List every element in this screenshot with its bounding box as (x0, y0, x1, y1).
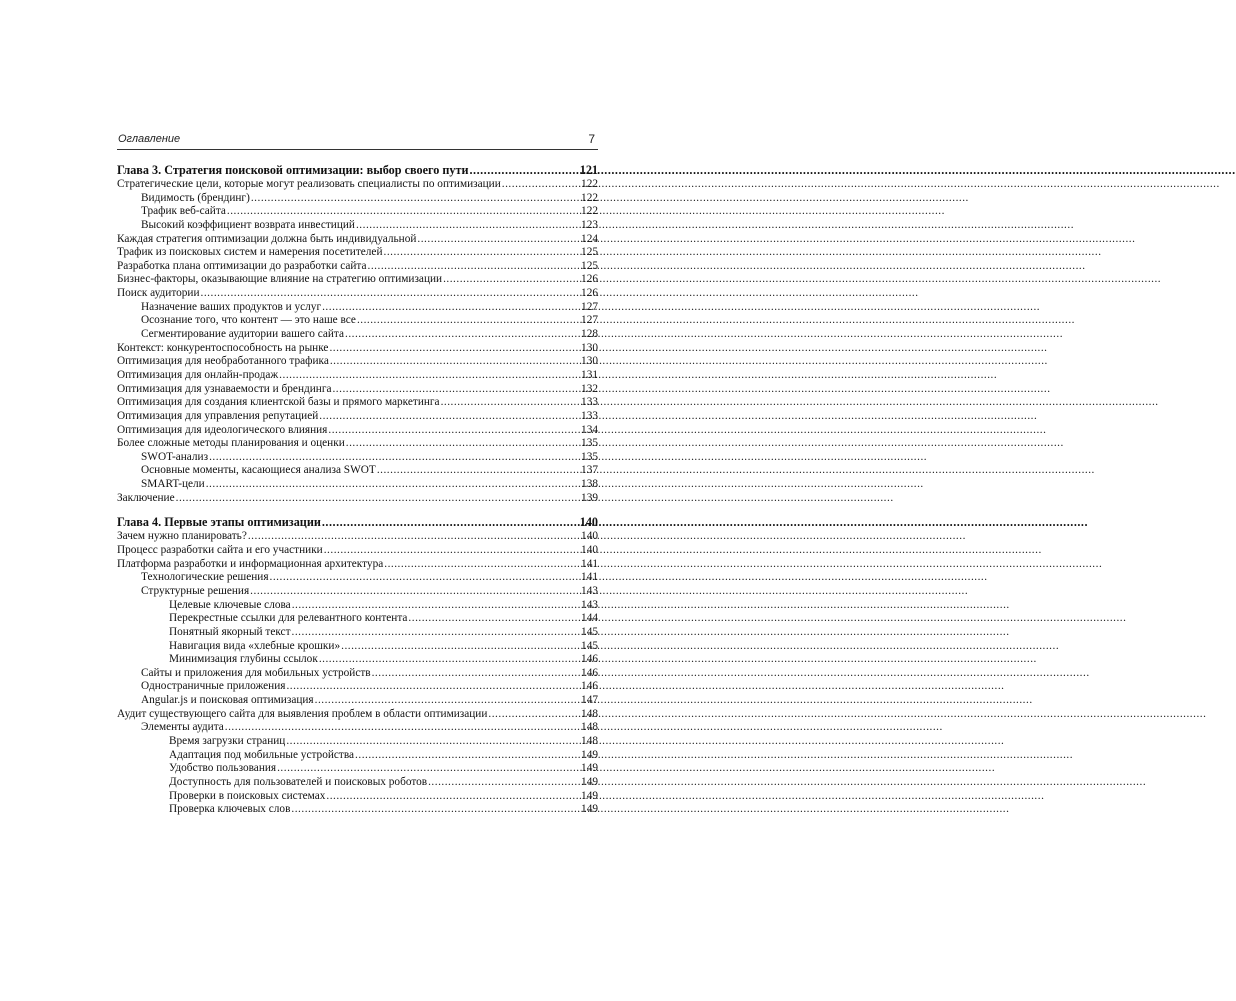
chapter-section (117, 162, 598, 505)
toc-entry[interactable] (117, 478, 598, 492)
toc-entry[interactable] (117, 342, 598, 356)
toc-entry[interactable] (117, 355, 598, 369)
toc-entry-page: 149 (581, 762, 598, 775)
toc-entry-page: 130 (581, 341, 598, 354)
toc-entry-title: Заключение (117, 491, 175, 504)
dot-leader (209, 451, 580, 465)
toc-entry-title: Поиск аудитории (117, 287, 200, 300)
dot-leader (355, 749, 580, 763)
toc-entry[interactable] (117, 749, 598, 763)
toc-entry-page: 149 (581, 748, 598, 761)
dot-leader (332, 383, 580, 397)
toc-entry[interactable] (117, 301, 598, 315)
dot-leader (502, 178, 580, 192)
toc-entry[interactable] (117, 680, 598, 694)
dot-leader (319, 653, 580, 667)
toc-entry[interactable] (117, 424, 598, 438)
dot-leader (251, 192, 580, 206)
toc-entry-title: Доступность для пользователей и поисковых роботов (169, 775, 428, 788)
toc-entry-title: Адаптация под мобильные устройства (169, 748, 355, 761)
toc-entry-page: 140 (579, 515, 598, 530)
toc-entry-title: Оптимизация для создания клиентской базы и прямого маркетинга (117, 396, 440, 409)
toc-entry[interactable] (117, 260, 598, 274)
toc-entry[interactable] (117, 314, 598, 328)
toc-entry-title: Разработка плана оптимизации до разработки сайта (117, 259, 367, 272)
toc-entry[interactable] (117, 328, 598, 342)
dot-leader (227, 205, 580, 219)
dot-leader (356, 219, 580, 233)
toc-entry-title: Видимость (брендинг) (141, 191, 250, 204)
toc-entry-page: 149 (581, 775, 598, 788)
dot-leader (225, 721, 580, 735)
toc-entry[interactable] (117, 653, 598, 667)
toc-entry-title: Элементы аудита (141, 721, 224, 734)
toc-entry-title: Удобство пользования (169, 762, 277, 775)
dot-leader (345, 328, 580, 342)
toc-entry-page: 127 (581, 300, 598, 313)
toc-entry-title: Процесс разработки сайта и его участники (117, 544, 323, 557)
dot-leader (322, 301, 580, 315)
toc-entry-title: Оптимизация для идеологического влияния (117, 423, 328, 436)
dot-leader (346, 437, 580, 451)
running-header (118, 131, 597, 149)
toc-entry-title: Проверка ключевых слов (169, 803, 291, 816)
chapter-heading[interactable] (117, 162, 598, 178)
dot-leader (279, 369, 580, 383)
toc-entry[interactable] (117, 410, 598, 424)
dot-leader (270, 571, 581, 585)
toc-entry-title: Каждая стратегия оптимизации должна быть индивидуальной (117, 232, 417, 245)
dot-leader (201, 287, 581, 301)
toc-entry[interactable] (117, 735, 598, 749)
toc-entry-title: Глава 3. Стратегия поисковой оптимизации: выбор своего пути (117, 163, 469, 177)
toc-entry-title: Структурные решения (141, 584, 250, 597)
toc-entry[interactable] (117, 776, 598, 790)
toc-entry-page: 135 (581, 450, 598, 463)
toc-entry-title: Более сложные методы планирования и оценки (117, 437, 345, 450)
toc-entry-page: 127 (581, 314, 598, 327)
table-of-contents (117, 162, 598, 817)
toc-entry-page: 149 (581, 803, 598, 816)
toc-entry[interactable] (117, 612, 598, 626)
toc-entry-page: 141 (581, 557, 598, 570)
dot-leader (176, 492, 580, 506)
dot-leader (286, 680, 580, 694)
chapter-section (117, 514, 598, 816)
dot-leader (368, 260, 581, 274)
toc-entry-page: 126 (581, 273, 598, 286)
toc-entry-page: 128 (581, 328, 598, 341)
dot-leader (319, 410, 580, 424)
toc-entry[interactable] (117, 233, 598, 247)
toc-entry-title: Глава 4. Первые этапы оптимизации (117, 515, 321, 530)
toc-entry-page: 143 (581, 598, 598, 611)
toc-entry-page: 148 (581, 721, 598, 734)
toc-entry-title: Оптимизация для необработанного трафика (117, 355, 329, 368)
toc-entry[interactable] (117, 219, 598, 233)
toc-entry-page: 145 (581, 625, 598, 638)
dot-leader (443, 273, 580, 287)
toc-entry-page: 130 (581, 355, 598, 368)
toc-entry-page: 137 (581, 464, 598, 477)
toc-entry[interactable] (117, 178, 598, 192)
dot-leader (377, 464, 580, 478)
toc-entry-page: 126 (581, 287, 598, 300)
toc-entry[interactable] (117, 287, 598, 301)
toc-entry[interactable] (117, 396, 598, 410)
dot-leader (286, 735, 580, 749)
dot-leader (408, 612, 580, 626)
toc-entry-title: Одностраничные приложения (141, 680, 286, 693)
toc-entry[interactable] (117, 437, 598, 451)
toc-entry[interactable] (117, 451, 598, 465)
toc-entry-title: Зачем нужно планировать? (117, 530, 247, 543)
toc-entry[interactable] (117, 369, 598, 383)
dot-leader (206, 478, 580, 492)
toc-entry-title: Проверки в поисковых системах (169, 789, 326, 802)
dot-leader (341, 640, 580, 654)
toc-entry-title: Аудит существующего сайта для выявления проблем в области оптимизации (117, 707, 488, 720)
toc-entry-title: Целевые ключевые слова (169, 598, 291, 611)
toc-entry-page: 135 (581, 437, 598, 450)
toc-entry-title: Angular.js и поисковая оптимизация (141, 694, 314, 707)
toc-entry-title: Технологические решения (141, 571, 269, 584)
toc-entry[interactable] (117, 383, 598, 397)
dot-leader (291, 803, 580, 817)
toc-entry-page: 139 (581, 491, 598, 504)
dot-leader (277, 762, 580, 776)
dot-leader (324, 544, 580, 558)
toc-entry[interactable] (117, 721, 598, 735)
chapter-heading[interactable] (117, 514, 598, 530)
toc-entry-title: SMART-цели (141, 478, 205, 491)
header-page-number: 7 (588, 132, 595, 146)
dot-leader (248, 530, 580, 544)
dot-leader (384, 246, 581, 260)
toc-entry[interactable] (117, 667, 598, 681)
dot-leader (330, 355, 580, 369)
toc-entry-title: Понятный якорный текст (169, 625, 291, 638)
dot-leader (292, 626, 581, 640)
dot-leader (357, 314, 580, 328)
toc-entry-title: Трафик из поисковых систем и намерения посетителей (117, 246, 383, 259)
dot-leader (428, 776, 580, 790)
toc-entry[interactable] (117, 530, 598, 544)
toc-entry-title: Оптимизация для управления репутацией (117, 409, 319, 422)
toc-entry-page: 141 (581, 571, 598, 584)
toc-entry-page: 143 (581, 584, 598, 597)
toc-entry-page: 140 (581, 530, 598, 543)
dot-leader (329, 342, 580, 356)
toc-entry-title: Назначение ваших продуктов и услуг (141, 300, 322, 313)
toc-entry-page: 149 (581, 789, 598, 802)
toc-entry-page: 138 (581, 478, 598, 491)
toc-entry-page: 123 (581, 218, 598, 231)
toc-entry[interactable] (117, 803, 598, 817)
toc-entry-title: Сегментирование аудитории вашего сайта (141, 328, 344, 341)
toc-entry[interactable] (117, 790, 598, 804)
toc-entry[interactable] (117, 558, 598, 572)
toc-entry-title: Осознание того, что контент — это наше все (141, 314, 356, 327)
dot-leader (328, 424, 580, 438)
dot-leader (315, 694, 580, 708)
toc-entry-page: 133 (581, 396, 598, 409)
toc-entry[interactable] (117, 626, 598, 640)
dot-leader (250, 585, 580, 599)
dot-leader (441, 396, 580, 410)
toc-entry-title: Основные моменты, касающиеся анализа SWOT (141, 464, 376, 477)
toc-entry-page: 125 (581, 246, 598, 259)
dot-leader (372, 667, 580, 681)
toc-entry[interactable] (117, 464, 598, 478)
toc-entry[interactable] (117, 492, 598, 506)
toc-entry-page: 121 (579, 163, 598, 177)
toc-entry-page: 122 (581, 178, 598, 190)
toc-entry[interactable] (117, 246, 598, 260)
toc-entry-page: 132 (581, 382, 598, 395)
toc-entry-title: Контекст: конкурентоспособность на рынке (117, 341, 329, 354)
toc-entry-page: 140 (581, 544, 598, 557)
toc-entry-title: Минимизация глубины ссылок (169, 653, 318, 666)
dot-leader (469, 162, 578, 178)
toc-entry[interactable] (117, 599, 598, 613)
toc-entry-title: Высокий коэффициент возврата инвестиций (141, 218, 355, 231)
dot-leader (417, 233, 580, 247)
toc-entry-page: 146 (581, 666, 598, 679)
toc-entry-title: Оптимизация для онлайн-продаж (117, 368, 279, 381)
toc-entry-page: 144 (581, 612, 598, 625)
toc-entry-page: 134 (581, 423, 598, 436)
toc-entry-page: 122 (581, 191, 598, 204)
toc-entry[interactable] (117, 585, 598, 599)
toc-entry-title: Время загрузки страниц (169, 734, 286, 747)
dot-leader (326, 790, 580, 804)
toc-entry-title: Платформа разработки и информационная архитектура (117, 557, 384, 570)
toc-entry-page: 122 (581, 205, 598, 218)
toc-entry[interactable] (117, 640, 598, 654)
toc-entry[interactable] (117, 571, 598, 585)
toc-entry-title: Перекрестные ссылки для релевантного контента (169, 612, 408, 625)
dot-leader (384, 558, 580, 572)
toc-entry-title: Оптимизация для узнаваемости и брендинга (117, 382, 332, 395)
toc-entry-page: 147 (581, 694, 598, 707)
toc-entry[interactable] (117, 205, 598, 219)
dot-leader (488, 708, 580, 722)
toc-entry-page: 146 (581, 680, 598, 693)
toc-entry-page: 133 (581, 409, 598, 422)
toc-entry-title: Сайты и приложения для мобильных устройств (141, 666, 371, 679)
toc-entry-page: 148 (581, 707, 598, 720)
toc-entry-title: Навигация вида «хлебные крошки» (169, 639, 341, 652)
toc-entry-title: SWOT-анализ (141, 450, 209, 463)
dot-leader (322, 514, 579, 530)
toc-entry[interactable] (117, 708, 598, 722)
toc-entry-page: 124 (581, 232, 598, 245)
header-section-title: Оглавление (118, 133, 181, 145)
toc-entry-page: 148 (581, 734, 598, 747)
dot-leader (292, 599, 580, 613)
toc-entry-title: Стратегические цели, которые могут реализовать специалисты по оптимизации (117, 178, 501, 190)
header-rule (117, 149, 598, 150)
toc-entry[interactable] (117, 192, 598, 206)
toc-entry-title: Бизнес-факторы, оказывающие влияние на стратегию оптимизации (117, 273, 443, 286)
toc-entry-page: 146 (581, 653, 598, 666)
toc-entry[interactable] (117, 544, 598, 558)
toc-entry-page: 131 (581, 368, 598, 381)
toc-entry[interactable] (117, 273, 598, 287)
toc-entry-page: 125 (581, 259, 598, 272)
toc-entry-title: Трафик веб-сайта (141, 205, 226, 218)
toc-entry[interactable] (117, 694, 598, 708)
toc-entry-page: 145 (581, 639, 598, 652)
toc-entry[interactable] (117, 762, 598, 776)
